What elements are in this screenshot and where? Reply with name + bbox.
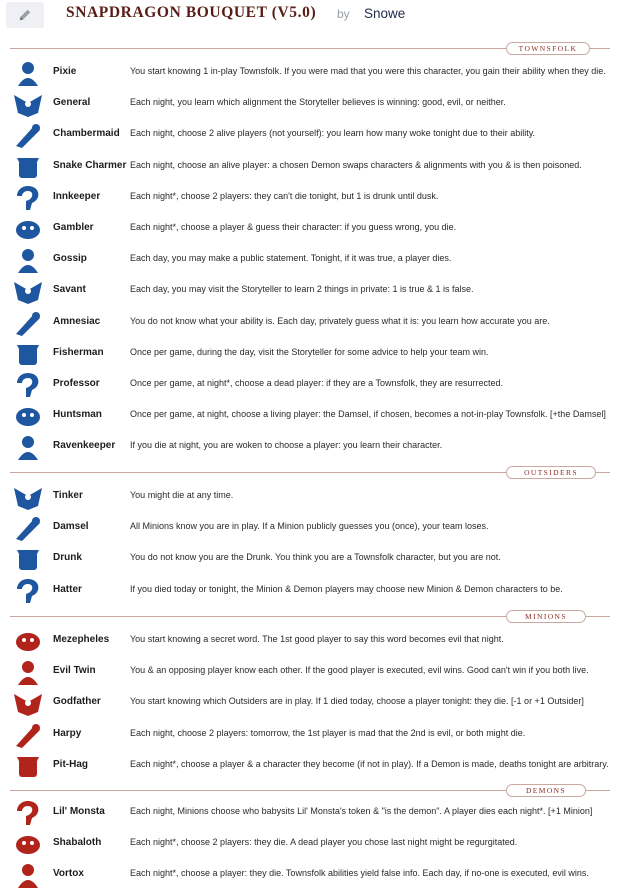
character-ability: Once per game, during the day, visit the Storyteller for some advice to help your team win. [130,346,489,357]
character-row[interactable] [0,482,627,512]
character-row[interactable] [0,89,627,119]
by-label: by [337,7,350,21]
character-row[interactable] [0,657,627,687]
character-row[interactable] [0,798,627,828]
character-name: Gambler [53,222,94,233]
character-name: Chambermaid [53,128,120,140]
character-name: Damsel [53,521,89,533]
drunk-icon [10,544,46,574]
character-name: Shabaloth [53,837,102,849]
team-heading: TOWNSFOLK [506,42,590,55]
team-heading: MINIONS [506,610,586,623]
godfather-icon [10,688,46,718]
character-name: Mezepheles [53,634,110,645]
character-row[interactable] [0,626,627,656]
character-ability: You might die at any time. [130,490,234,500]
character-row[interactable] [0,245,627,275]
character-ability: Each night*, choose 2 players: they die. A dead player you chose last night might be regurgitated. [130,837,518,848]
evil-twin-icon [10,657,46,687]
character-name: Vortox [53,868,84,880]
script-header [0,0,627,30]
character-name: Tinker [53,490,83,501]
character-row[interactable] [0,688,627,718]
team-divider-townsfolk [10,42,610,56]
character-name: Pit-Hag [53,758,88,770]
character-ability: Each night, choose an alive player: a chosen Demon swaps characters & alignments with you & is then poisoned. [130,159,582,170]
author-link[interactable]: Snowe [364,6,406,21]
character-row[interactable] [0,120,627,150]
mezepheles-icon [10,626,46,656]
character-ability: Once per game, at night*, choose a dead player: if they are a Townsfolk, they are resurrected. [130,378,504,388]
character-row[interactable] [0,152,627,182]
character-row[interactable] [0,276,627,306]
character-name: Gossip [53,253,87,265]
fisherman-icon [10,339,46,369]
ravenkeeper-icon [10,432,46,462]
character-row[interactable] [0,432,627,462]
team-divider-demons [10,784,610,798]
pencil-icon [18,8,32,22]
character-row[interactable] [0,829,627,859]
character-ability: You & an opposing player know each other. If the good player is executed, evil wins. Good can't win if you both live. [130,665,589,676]
team-divider-outsiders [10,466,610,480]
edit-button[interactable] [6,2,44,28]
character-name: Innkeeper [53,190,101,202]
savant-icon [10,276,46,306]
character-row[interactable] [0,58,627,88]
character-ability: You start knowing which Outsiders are in play. If 1 died today, choose a player tonight: they die. [-1 or +1 Outsider] [130,696,584,707]
chambermaid-icon [10,120,46,150]
character-ability: You do not know what your ability is. Each day, privately guess what it is: you learn how accurate you are. [130,315,550,326]
character-row[interactable] [0,339,627,369]
character-name: Fisherman [53,346,104,358]
character-name: Savant [53,284,86,296]
team-divider-minions [10,610,610,624]
character-name: Professor [53,378,100,389]
character-name: Lil' Monsta [53,806,105,817]
amnesiac-icon [10,308,46,338]
character-ability: Each night, Minions choose who babysits Lil' Monsta's token & "is the demon". A player dies each night*. [+1 Minion] [130,806,593,816]
character-ability: You do not know you are the Drunk. You think you are a Townsfolk character, but you are not. [130,552,501,563]
character-name: Harpy [53,727,82,739]
character-name: Snake Charmer [53,159,127,171]
character-ability: If you die at night, you are woken to choose a player: you learn their character. [130,440,443,451]
character-ability: If you died today or tonight, the Minion & Demon players may choose new Minion & Demon characters to be. [130,583,563,594]
character-ability: Each night, you learn which alignment the Storyteller believes is winning: good, evil, or neither. [130,97,506,108]
character-name: Hatter [53,583,82,595]
team-heading: OUTSIDERS [506,466,596,479]
character-name: Huntsman [53,409,102,421]
character-ability: Each night, choose 2 players: tomorrow, the 1st player is mad that the 2nd is evil, or both might die. [130,727,526,738]
character-name: Godfather [53,696,101,708]
pixie-icon [10,58,46,88]
damsel-icon [10,513,46,543]
character-name: Evil Twin [53,665,96,677]
vortox-icon [10,860,46,890]
character-row[interactable] [0,860,627,890]
character-name: Ravenkeeper [53,440,116,452]
hatter-icon [10,576,46,606]
character-ability: Each night*, choose a player & a character they become (if not in play). If a Demon is made, deaths tonight are arbitrary. [130,758,609,769]
character-row[interactable] [0,576,627,606]
character-row[interactable] [0,720,627,750]
character-ability: Each night, choose 2 alive players (not yourself): you learn how many woke tonight due to their ability. [130,128,536,139]
team-heading: DEMONS [506,784,586,797]
gambler-icon [10,214,46,244]
character-name: General [53,97,91,109]
character-ability: All Minions know you are in play. If a Minion publicly guesses you (once), your team loses. [130,521,489,532]
innkeeper-icon [10,183,46,213]
tinker-icon [10,482,46,512]
character-name: Drunk [53,552,82,564]
character-name: Amnesiac [53,315,101,327]
character-ability: You start knowing a secret word. The 1st good player to say this word becomes evil that night. [130,634,504,644]
professor-icon [10,370,46,400]
harpy-icon [10,720,46,750]
shabaloth-icon [10,829,46,859]
character-row[interactable] [0,214,627,244]
character-row[interactable] [0,401,627,431]
character-ability: Each day, you may visit the Storyteller to learn 2 things in private: 1 is true & 1 is false. [130,284,474,295]
character-row[interactable] [0,183,627,213]
character-row[interactable] [0,308,627,338]
lil-monsta-icon [10,798,46,828]
character-ability: Each night*, choose a player & guess their character: if you guess wrong, you die. [130,222,457,232]
character-name: Pixie [53,66,77,77]
character-ability: You start knowing 1 in-play Townsfolk. If you were mad that you were this character, you gain their ability when they die. [130,66,606,76]
character-ability: Each night*, choose a player: they die. Townsfolk abilities yield false info. Each day, if no-one is executed, evil wins. [130,868,589,879]
character-ability: Each night*, choose 2 players: they can't die tonight, but 1 is drunk until dusk. [130,190,439,201]
character-ability: Once per game, at night, choose a living player: the Damsel, if chosen, becomes a not-in-play Townsfolk. [+the Damsel] [130,409,606,420]
character-row[interactable] [0,751,627,781]
gossip-icon [10,245,46,275]
character-ability: Each day, you may make a public statement. Tonight, if it was true, a player dies. [130,253,452,264]
character-row[interactable] [0,544,627,574]
snake-charmer-icon [10,152,46,182]
script-title: SNAPDRAGON BOUQUET (V5.0) [66,4,317,21]
character-row[interactable] [0,370,627,400]
character-row[interactable] [0,513,627,543]
huntsman-icon [10,401,46,431]
pit-hag-icon [10,751,46,781]
general-icon [10,89,46,119]
